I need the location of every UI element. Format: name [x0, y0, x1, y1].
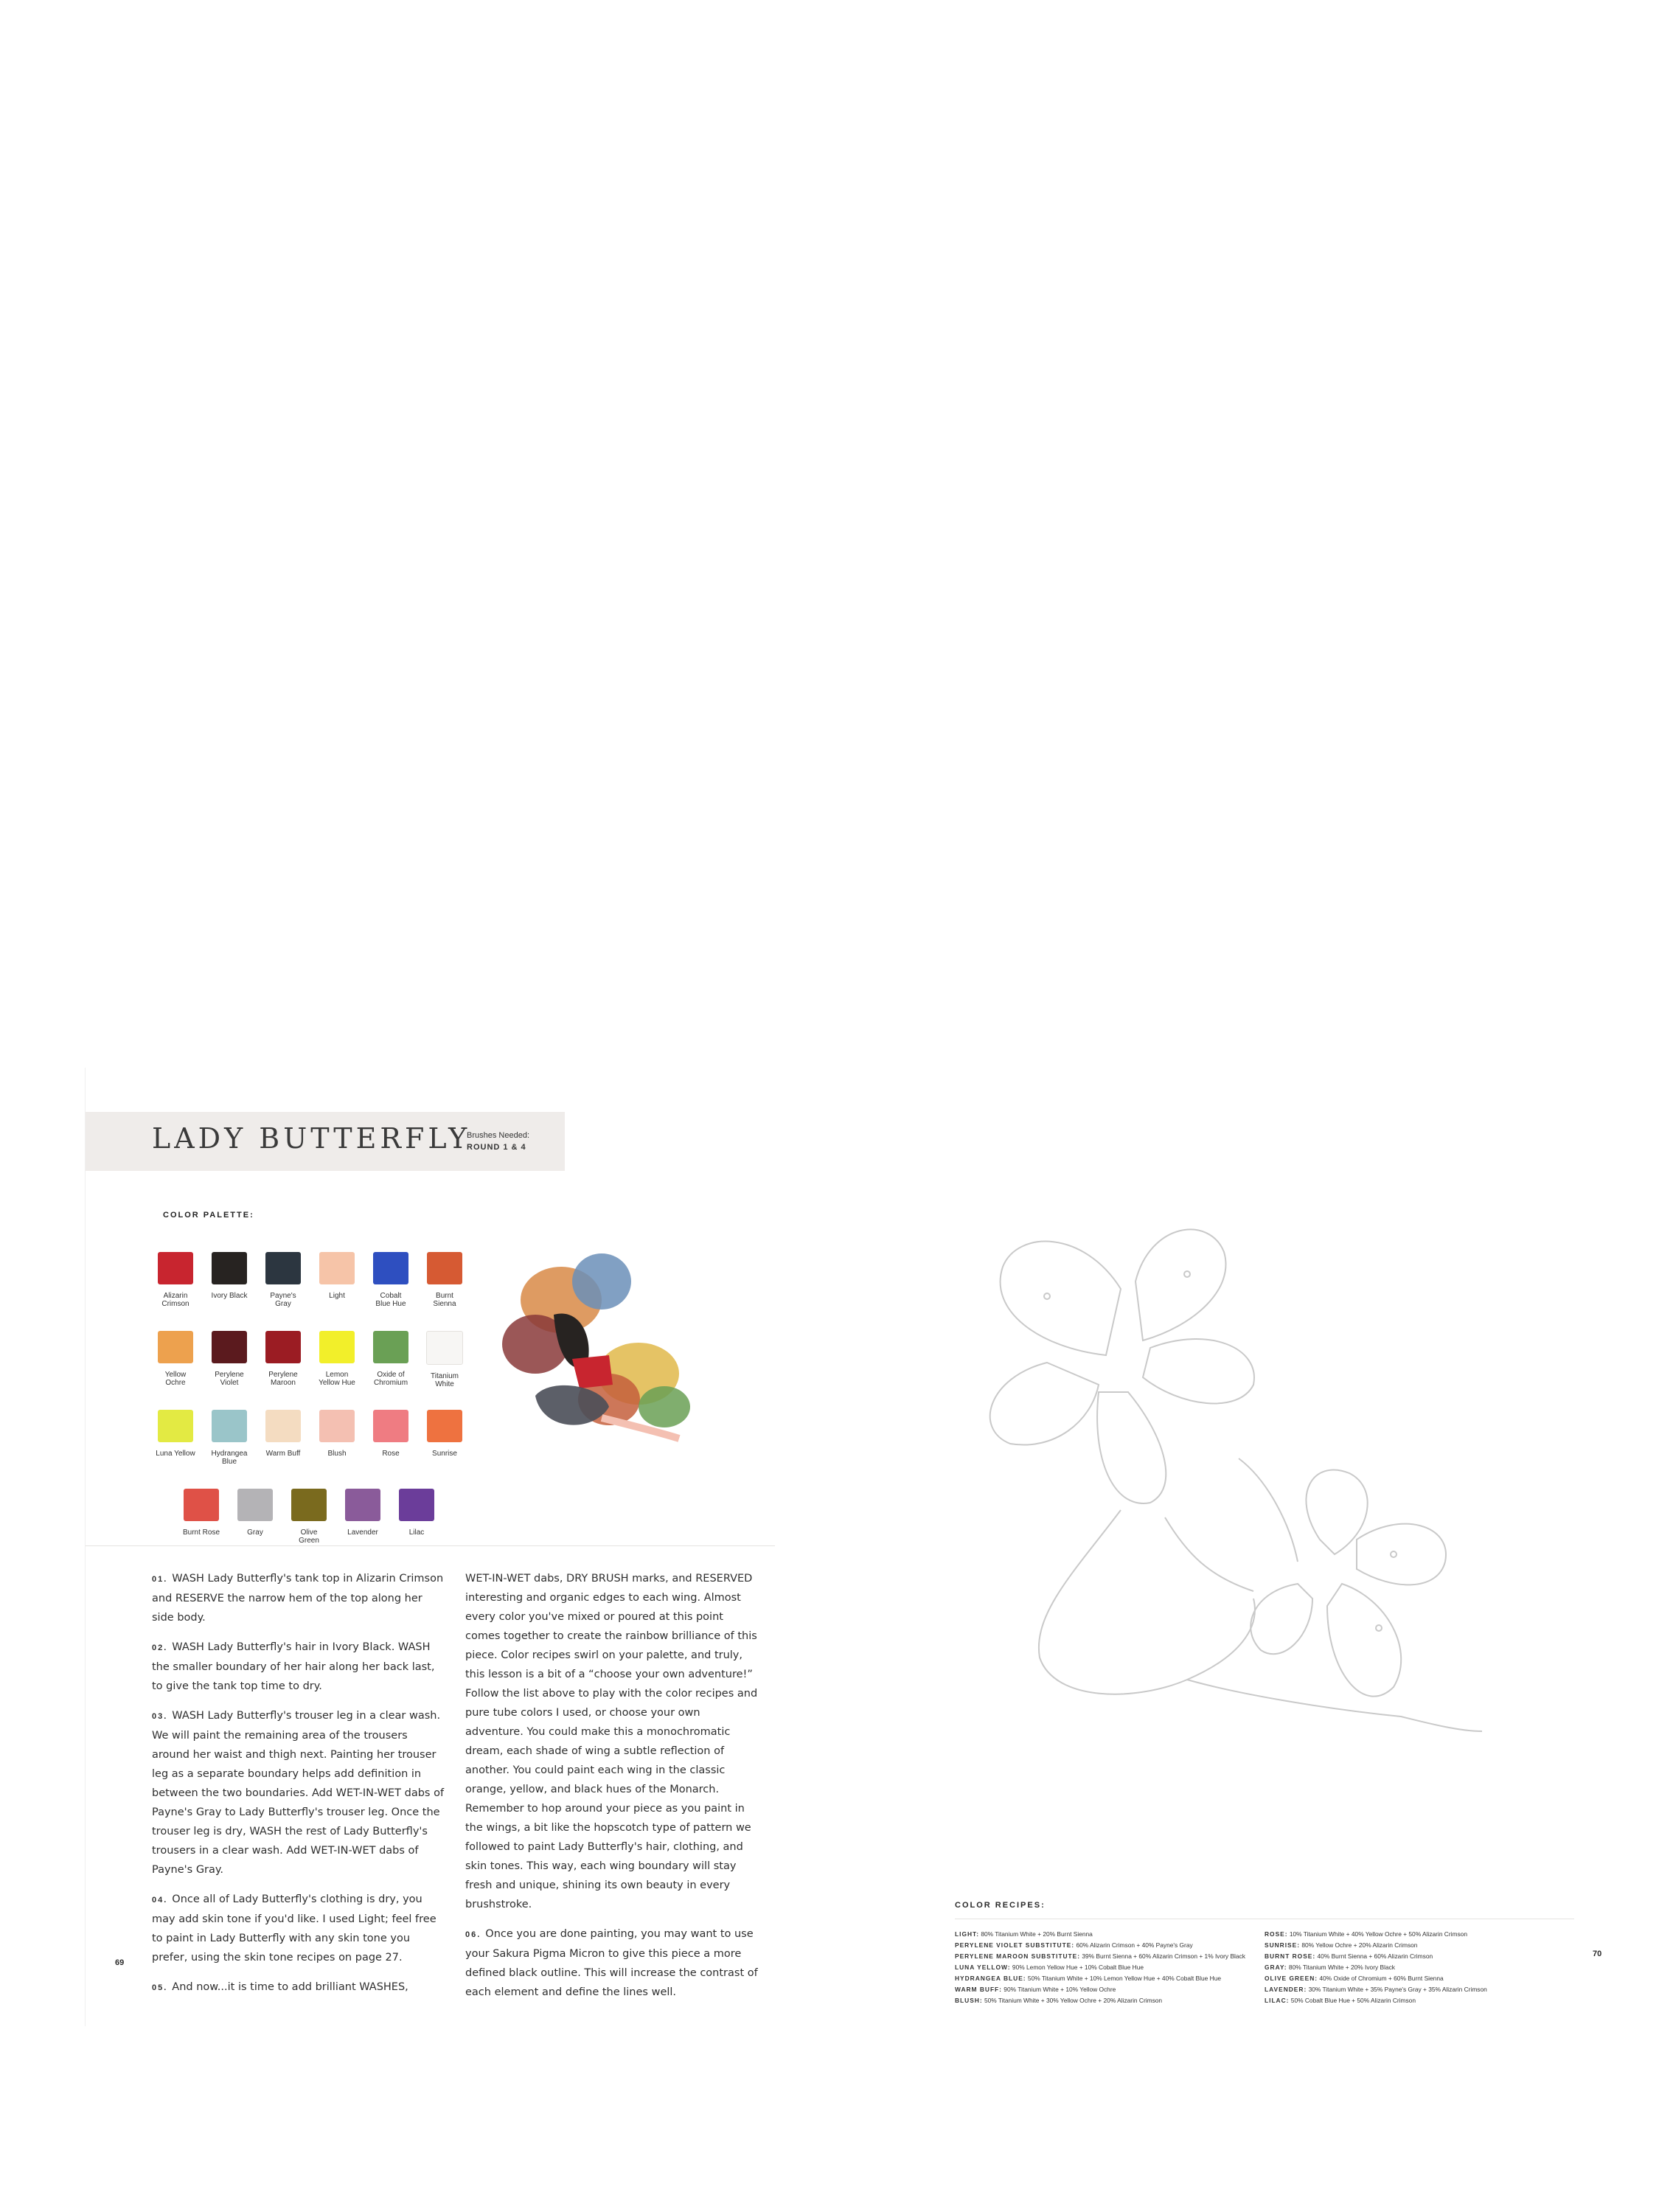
swatch-label: Light	[329, 1292, 345, 1300]
step-number: 05.	[152, 1983, 168, 1992]
swatch-label: Burnt Sienna	[433, 1292, 456, 1308]
recipe-mix: 40% Oxide of Chromium + 60% Burnt Sienna	[1319, 1975, 1444, 1982]
wing-outline	[1327, 1584, 1401, 1697]
recipe-line	[1265, 1962, 1574, 1973]
brushes-label: Brushes Needed:	[467, 1131, 529, 1140]
swatch-color-chip	[265, 1410, 301, 1442]
instruction-step	[465, 1924, 760, 2002]
instruction-step	[152, 1706, 447, 1879]
swatch-color-chip	[319, 1410, 355, 1442]
swatch-color-chip	[426, 1331, 463, 1365]
wing-dot	[1044, 1293, 1050, 1299]
recipe-mix: 50% Titanium White + 30% Yellow Ochre + 20% Alizarin Crimson	[984, 1997, 1163, 2004]
recipe-mix: 50% Cobalt Blue Hue + 50% Alizarin Crimson	[1290, 1997, 1416, 2004]
recipe-name: PERYLENE MAROON SUBSTITUTE:	[955, 1952, 1081, 1960]
recipe-mix: 40% Burnt Sienna + 60% Alizarin Crimson	[1317, 1952, 1433, 1960]
palette-swatch	[209, 1252, 249, 1300]
swatch-label: Oxide of Chromium	[373, 1371, 408, 1387]
palette-swatch	[317, 1410, 357, 1458]
step-text: And now...it is time to add brilliant WASHES,	[172, 1981, 408, 1993]
brushes-needed	[467, 1130, 529, 1153]
swatch-label: Lemon Yellow Hue	[319, 1371, 355, 1387]
recipe-line	[955, 1973, 1265, 1984]
recipe-name: GRAY:	[1265, 1964, 1287, 1971]
swatch-color-chip	[265, 1252, 301, 1284]
book-spread	[85, 1068, 1602, 2026]
swatch-label: Titanium White	[431, 1372, 459, 1388]
palette-swatch	[317, 1252, 357, 1300]
swatch-label: Blush	[327, 1450, 347, 1458]
recipe-line	[955, 1995, 1265, 2006]
recipe-mix: 60% Alizarin Crimson + 40% Payne's Gray	[1076, 1941, 1193, 1949]
instruction-step	[152, 1978, 447, 1997]
step-text: Once all of Lady Butterfly's clothing is dry, you may add skin tone if you'd like. I used Light; feel free to paint in Lady Butterfly with any skin tone you prefer, using the skin tone recipes on page 27.	[152, 1893, 437, 1964]
swatch-color-chip	[265, 1331, 301, 1363]
step-number: 02.	[152, 1644, 168, 1652]
swatch-color-chip	[237, 1489, 273, 1521]
figure-outline	[1039, 1510, 1255, 1694]
swatch-label: Payne's Gray	[270, 1292, 296, 1308]
recipe-name: LAVENDER:	[1265, 1986, 1307, 1993]
instructions-column-2	[465, 1569, 760, 2012]
painted-illustration	[491, 1248, 705, 1447]
swatch-color-chip	[319, 1331, 355, 1363]
line-art-illustration	[944, 1215, 1489, 1790]
recipe-line	[955, 1984, 1265, 1995]
swatch-label: Lilac	[408, 1528, 425, 1537]
swatch-color-chip	[319, 1252, 355, 1284]
recipe-name: SUNRISE:	[1265, 1941, 1301, 1949]
recipe-line	[1265, 1995, 1574, 2006]
palette-swatch	[397, 1489, 437, 1537]
swatch-color-chip	[291, 1489, 327, 1521]
recipe-name: BURNT ROSE:	[1265, 1952, 1316, 1960]
palette-heading: COLOR PALETTE:	[163, 1211, 254, 1220]
right-page	[855, 1068, 1602, 2026]
swatch-label: Perylene Maroon	[268, 1371, 298, 1387]
instruction-step	[152, 1890, 447, 1967]
palette-swatch	[181, 1489, 221, 1537]
palette-swatch	[317, 1331, 357, 1387]
recipe-name: LIGHT:	[955, 1930, 979, 1938]
palette-swatch	[235, 1489, 275, 1537]
recipe-mix: 50% Titanium White + 10% Lemon Yellow Hue + 40% Cobalt Blue Hue	[1027, 1975, 1222, 1982]
section-divider	[86, 1545, 775, 1546]
swatch-color-chip	[212, 1252, 247, 1284]
page-number-left: 69	[115, 1958, 125, 1967]
swatch-label: Warm Buff	[265, 1450, 301, 1458]
swatch-color-chip	[345, 1489, 380, 1521]
palette-swatch	[371, 1410, 411, 1458]
instruction-step	[152, 1569, 447, 1627]
recipe-name: OLIVE GREEN:	[1265, 1975, 1318, 1982]
swatch-color-chip	[158, 1252, 193, 1284]
instruction-step	[152, 1638, 447, 1696]
wing-outline	[1306, 1470, 1367, 1554]
wing-shape	[572, 1253, 631, 1310]
recipe-line	[1265, 1929, 1574, 1940]
palette-swatch	[263, 1410, 303, 1458]
recipe-line	[955, 1929, 1265, 1940]
figure-outline	[1165, 1517, 1253, 1591]
recipe-mix: 90% Lemon Yellow Hue + 10% Cobalt Blue Hue	[1012, 1964, 1144, 1971]
recipe-line	[955, 1951, 1265, 1962]
swatch-label: Yellow Ochre	[164, 1371, 187, 1387]
swatch-color-chip	[399, 1489, 434, 1521]
swatch-color-chip	[373, 1331, 408, 1363]
swatch-color-chip	[212, 1410, 247, 1442]
step-number: 01.	[152, 1575, 168, 1584]
recipe-name: LILAC:	[1265, 1997, 1290, 2004]
recipes-column-1	[955, 1929, 1265, 2006]
instructions-column-1	[152, 1569, 447, 2008]
wing-shape	[639, 1386, 690, 1427]
swatch-label: Burnt Rose	[182, 1528, 220, 1537]
recipe-name: BLUSH:	[955, 1997, 983, 2004]
swatch-label: Hydrangea Blue	[211, 1450, 248, 1466]
swatch-color-chip	[427, 1252, 462, 1284]
recipe-name: PERYLENE VIOLET SUBSTITUTE:	[955, 1941, 1075, 1949]
swatch-color-chip	[184, 1489, 219, 1521]
figure-outline	[1187, 1680, 1482, 1731]
step-text: WASH Lady Butterfly's trouser leg in a clear wash. We will paint the remaining area of the trousers around her waist and thigh next. Painting her trouser leg as a separate boundary helps add definition in between the two boundaries. Add WET-IN-WET dabs of Payne's Gray to Lady Butterfly's trouser leg. Once the trouser leg is dry, WASH the rest of Lady Butterfly's trousers in a clear wash. Add WET-IN-WET dabs of Payne's Gray.	[152, 1710, 445, 1876]
title-band	[86, 1112, 565, 1171]
lesson-title: LADY BUTTERFLY	[152, 1122, 471, 1155]
palette-swatch	[289, 1489, 329, 1545]
wing-dot	[1391, 1551, 1397, 1557]
recipe-line	[955, 1940, 1265, 1951]
palette-swatch	[371, 1252, 411, 1308]
recipe-mix: 80% Titanium White + 20% Ivory Black	[1288, 1964, 1395, 1971]
step-number: 06.	[465, 1930, 481, 1939]
palette-swatch	[156, 1331, 195, 1387]
wing-outline	[1143, 1339, 1254, 1403]
palette-swatch	[156, 1252, 195, 1308]
swatch-label: Gray	[247, 1528, 263, 1537]
swatch-label: Luna Yellow	[156, 1450, 195, 1458]
swatch-label: Lavender	[347, 1528, 378, 1537]
swatch-label: Ivory Black	[211, 1292, 248, 1300]
palette-swatch	[371, 1331, 411, 1387]
recipe-line	[1265, 1951, 1574, 1962]
step-text: Once you are done painting, you may want to use your Sakura Pigma Micron to give this piece a more defined black outline. This will increase the contrast of each element and define the lines well.	[465, 1928, 758, 1998]
recipe-line	[1265, 1984, 1574, 1995]
palette-swatch	[343, 1489, 383, 1537]
swatch-label: Cobalt Blue Hue	[375, 1292, 406, 1308]
recipe-mix: 39% Burnt Sienna + 60% Alizarin Crimson + 1% Ivory Black	[1082, 1952, 1245, 1960]
step-text: WASH Lady Butterfly's tank top in Alizarin Crimson and RESERVE the narrow hem of the top along her side body.	[152, 1573, 444, 1624]
recipes-column-2	[1265, 1929, 1574, 2006]
recipe-line	[1265, 1940, 1574, 1951]
recipe-line	[1265, 1973, 1574, 1984]
wing-outline	[1001, 1242, 1121, 1355]
palette-swatch	[263, 1331, 303, 1387]
swatch-label: Olive Green	[299, 1528, 319, 1545]
figure-outline	[1239, 1458, 1298, 1562]
brushes-value: ROUND 1 & 4	[467, 1143, 526, 1152]
swatch-label: Perylene Violet	[215, 1371, 244, 1387]
figure-top	[572, 1355, 613, 1388]
palette-swatch	[425, 1252, 465, 1308]
wing-outline	[1357, 1524, 1446, 1585]
recipe-line	[955, 1962, 1265, 1973]
recipe-name: WARM BUFF:	[955, 1986, 1002, 1993]
page-number-right: 70	[1593, 1950, 1602, 1958]
swatch-color-chip	[373, 1252, 408, 1284]
recipe-name: LUNA YELLOW:	[955, 1964, 1011, 1971]
wing-dot	[1376, 1625, 1382, 1631]
wing-outline	[1251, 1584, 1312, 1654]
recipe-mix: 80% Titanium White + 20% Burnt Sienna	[981, 1930, 1093, 1938]
recipe-mix: 30% Titanium White + 35% Payne's Gray + 35% Alizarin Crimson	[1308, 1986, 1487, 1993]
wing-dot	[1184, 1271, 1190, 1277]
swatch-label: Alizarin Crimson	[161, 1292, 189, 1308]
palette-swatch	[425, 1410, 465, 1458]
step-text: WASH Lady Butterfly's hair in Ivory Black. WASH the smaller boundary of her hair along her back last, to give the tank top time to dry.	[152, 1641, 435, 1692]
palette-swatch	[209, 1410, 249, 1466]
palette-swatch	[209, 1331, 249, 1387]
recipe-mix: 90% Titanium White + 10% Yellow Ochre	[1004, 1986, 1116, 1993]
wing-outline	[990, 1363, 1099, 1445]
swatch-color-chip	[212, 1331, 247, 1363]
palette-swatch	[425, 1331, 465, 1388]
instruction-step	[465, 1569, 760, 1914]
swatch-color-chip	[158, 1410, 193, 1442]
step-number: 03.	[152, 1712, 168, 1721]
recipes-heading: COLOR RECIPES:	[955, 1901, 1046, 1910]
step-number: 04.	[152, 1896, 168, 1905]
recipe-mix: 10% Titanium White + 40% Yellow Ochre + 50% Alizarin Crimson	[1289, 1930, 1467, 1938]
recipe-name: ROSE:	[1265, 1930, 1288, 1938]
left-page	[85, 1068, 775, 2026]
swatch-label: Rose	[382, 1450, 400, 1458]
swatch-label: Sunrise	[432, 1450, 457, 1458]
step-text: WET-IN-WET dabs, DRY BRUSH marks, and RESERVED interesting and organic edges to each wing. Almost every color you've mixed or poured at this point comes together to create the rainbow brilliance of this piece. Color recipes swirl on your palette, and truly, this lesson is a bit of a “choose your own adventure!” Follow the list above to play with the color recipes and pure tube colors I used, or choose your own adventure. You could make this a monochromatic dream, each shade of wing a subtle reflection of another. You could paint each wing in the classic orange, yellow, and black hues of the Monarch. Remember to hop around your piece as you paint in the wings, a bit like the hopscotch type of pattern we followed to paint Lady Butterfly's hair, clothing, and skin tones. This way, each wing boundary will stay fresh and unique, shining its own beauty in every brushstroke.	[465, 1573, 758, 1910]
recipe-name: HYDRANGEA BLUE:	[955, 1975, 1026, 1982]
wing-outline	[1097, 1392, 1166, 1503]
recipe-mix: 80% Yellow Ochre + 20% Alizarin Crimson	[1301, 1941, 1418, 1949]
swatch-color-chip	[427, 1410, 462, 1442]
palette-swatch	[156, 1410, 195, 1458]
swatch-color-chip	[373, 1410, 408, 1442]
wing-outline	[1135, 1229, 1225, 1340]
swatch-color-chip	[158, 1331, 193, 1363]
palette-swatch	[263, 1252, 303, 1308]
